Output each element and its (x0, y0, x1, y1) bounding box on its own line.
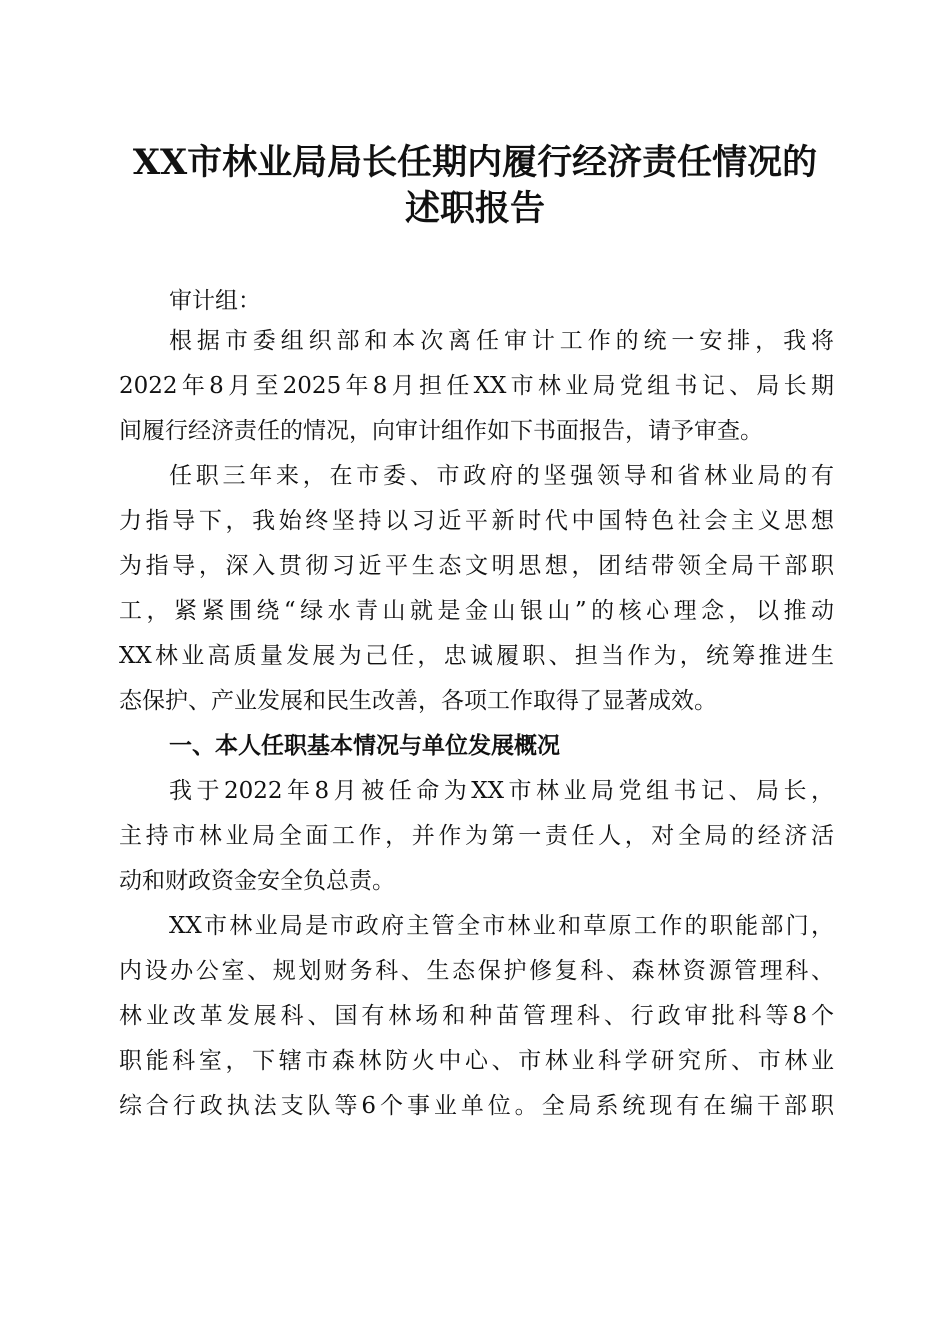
paragraph-line: 我于2022年8月被任命为XX市林业局党组书记、局长， (169, 778, 834, 804)
paragraph-line: 林业改革发展科、国有林场和种苗管理科、行政审批科等8个 (119, 1003, 834, 1029)
paragraph-line: 间履行经济责任的情况，向审计组作如下书面报告，请予审查。 (119, 418, 763, 444)
paragraph-line: 态保护、产业发展和民生改善，各项工作取得了显著成效。 (119, 688, 717, 714)
paragraph-line: XX林业高质量发展为己任，忠诚履职、担当作为，统筹推进生 (119, 643, 834, 669)
document-title-line-1: XX市林业局局长任期内履行经济责任情况的 (132, 142, 818, 183)
paragraph-line: 任职三年来，在市委、市政府的坚强领导和省林业局的有 (169, 463, 834, 489)
document-title-line-2: 述职报告 (404, 188, 545, 229)
paragraph-line: 根据市委组织部和本次离任审计工作的统一安排，我将 (169, 328, 834, 354)
paragraph-line: 2022年8月至2025年8月担任XX市林业局党组书记、局长期 (119, 373, 834, 399)
paragraph-line: 力指导下，我始终坚持以习近平新时代中国特色社会主义思想 (119, 508, 834, 534)
paragraph-line: 综合行政执法支队等6个事业单位。全局系统现有在编干部职 (119, 1093, 834, 1119)
paragraph-line: XX市林业局是市政府主管全市林业和草原工作的职能部门， (169, 913, 834, 939)
paragraph-line: 工，紧紧围绕“绿水青山就是金山银山”的核心理念，以推动 (119, 598, 834, 624)
paragraph-line: 主持市林业局全面工作，并作为第一责任人，对全局的经济活 (119, 823, 834, 849)
paragraph-line: 动和财政资金安全负总责。 (119, 868, 395, 894)
paragraph-line: 为指导，深入贯彻习近平生态文明思想，团结带领全局干部职 (119, 553, 834, 579)
section-heading: 一、本人任职基本情况与单位发展概况 (169, 733, 560, 759)
salutation: 审计组： (169, 288, 261, 314)
paragraph-line: 内设办公室、规划财务科、生态保护修复科、森林资源管理科、 (119, 958, 834, 984)
paragraph-line: 职能科室，下辖市森林防火中心、市林业科学研究所、市林业 (119, 1048, 834, 1074)
